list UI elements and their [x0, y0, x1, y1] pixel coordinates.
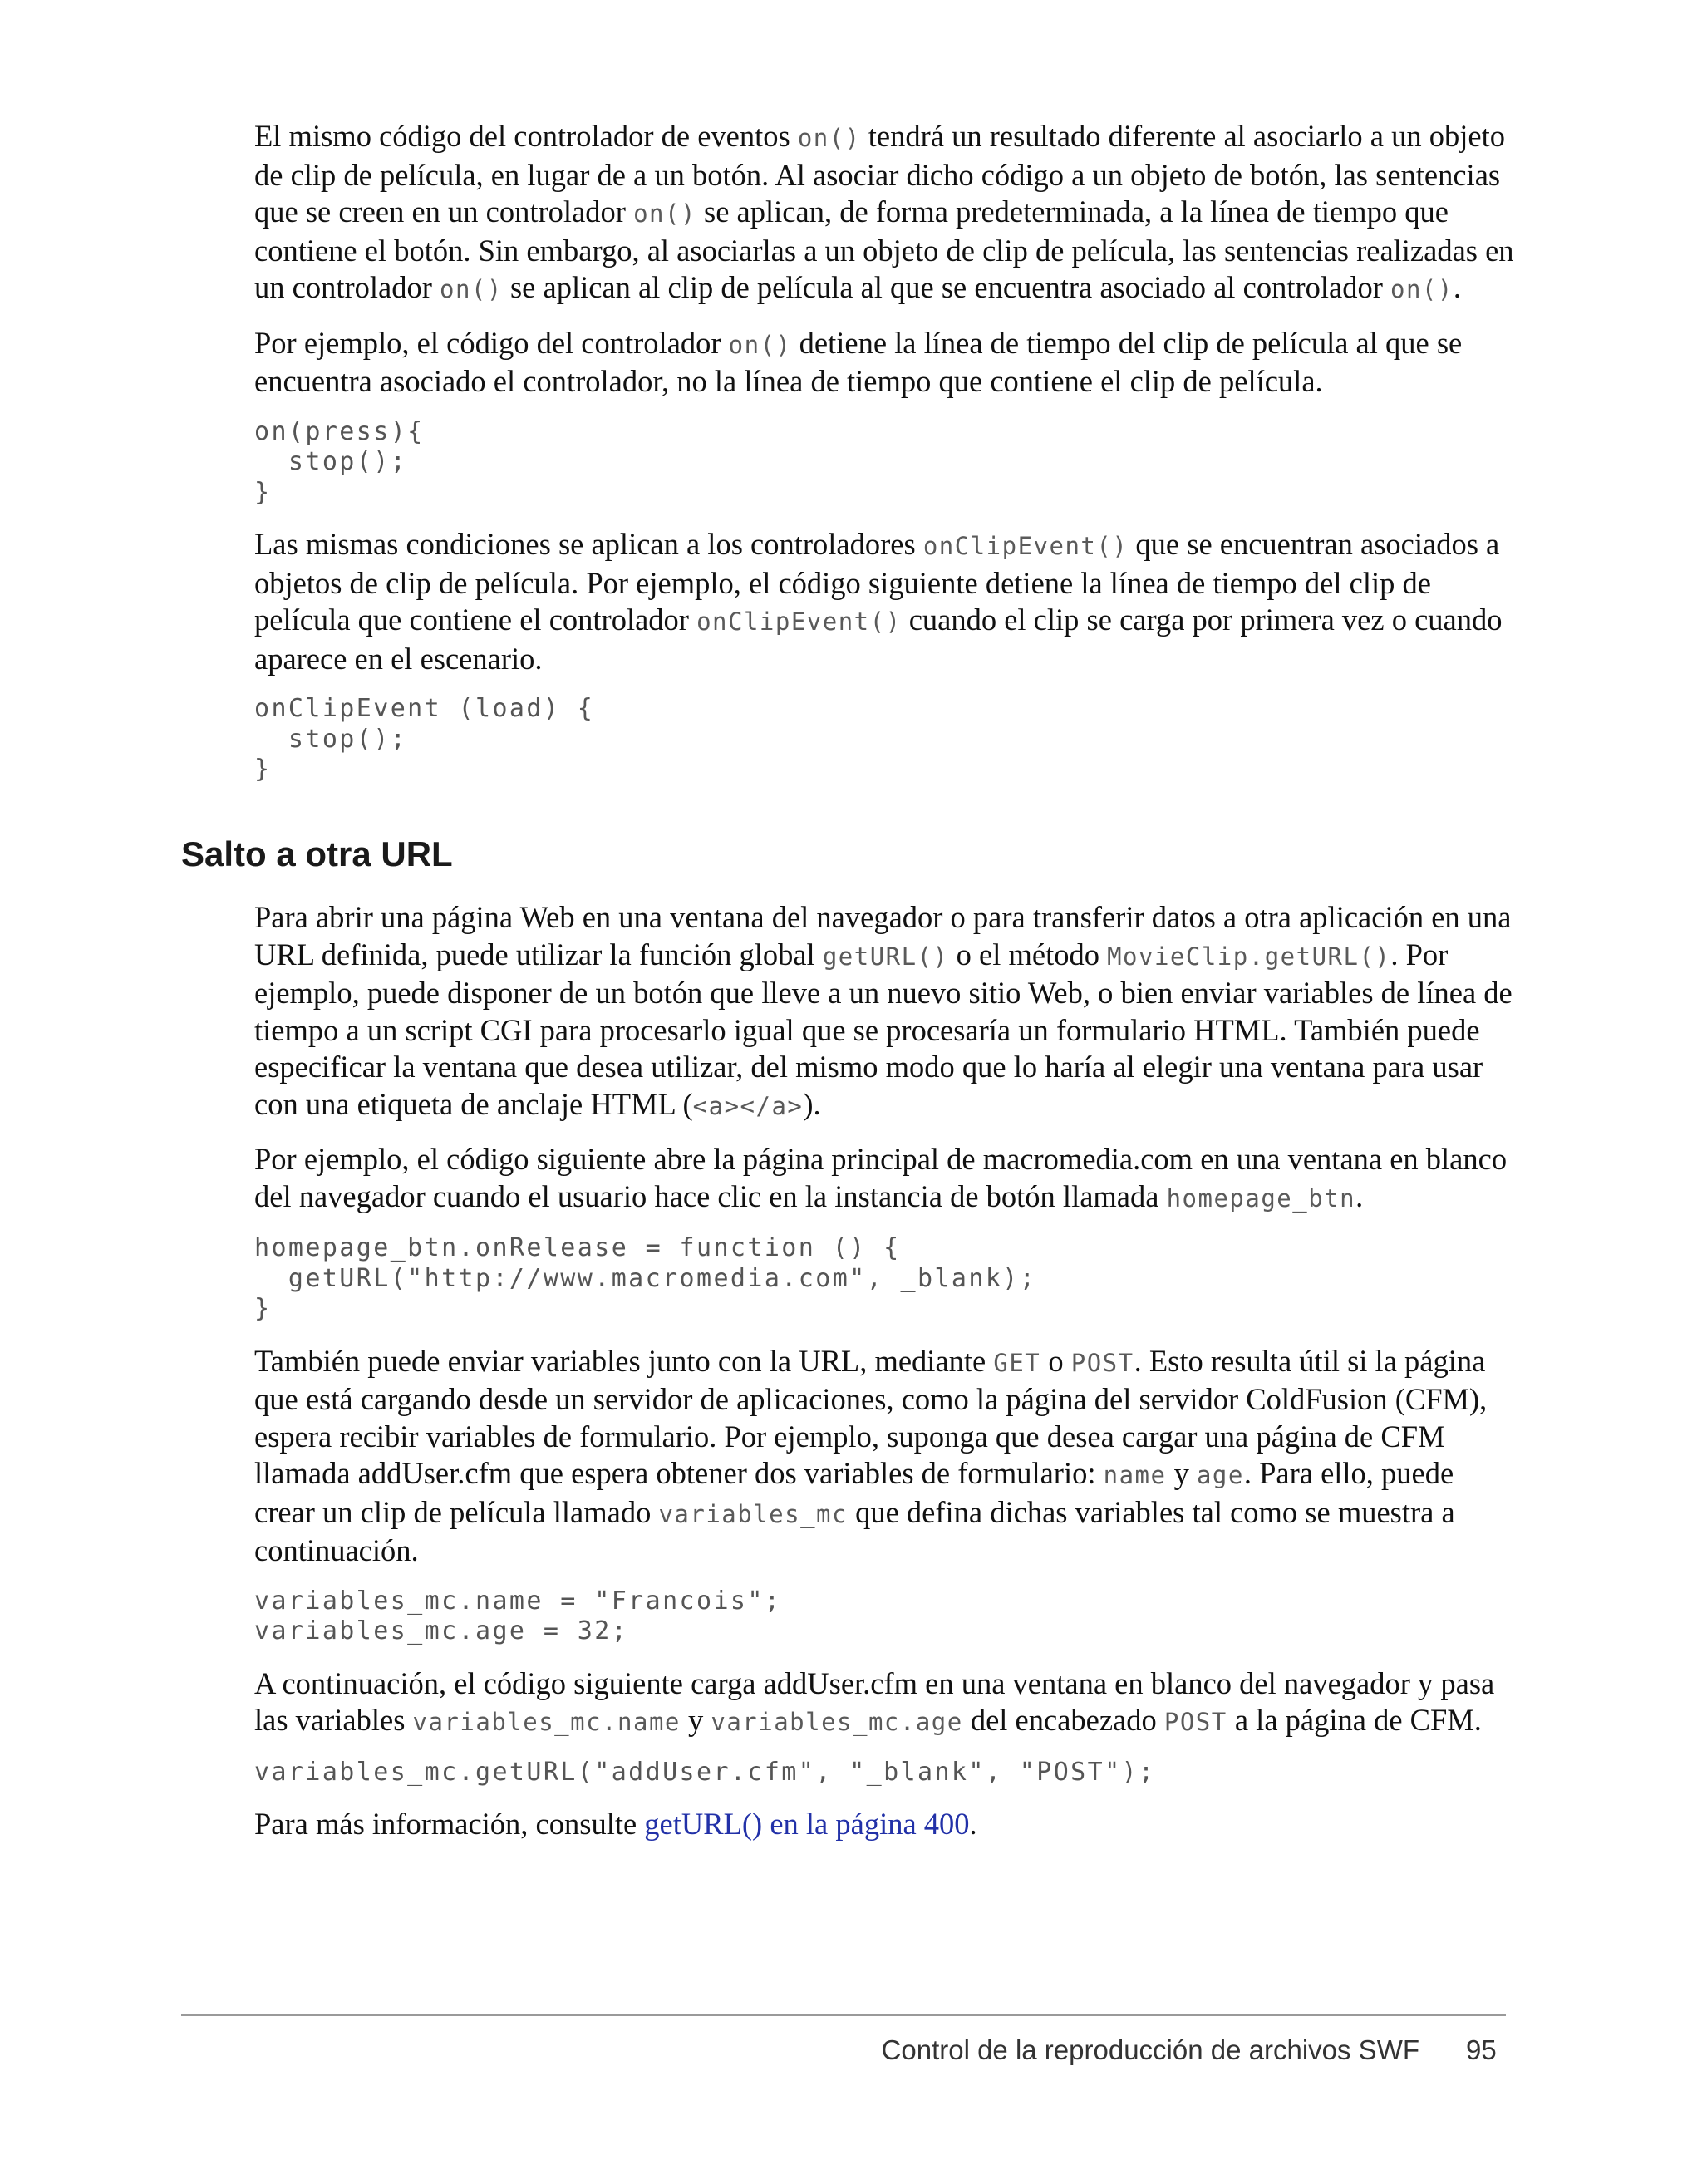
inline-code: name — [1103, 1461, 1167, 1489]
paragraph: Para abrir una página Web en una ventana del navegador o para transferir datos a otra aplicación en una URL definida, puede utilizar la función global getURL() o el método MovieClip.getURL(). Por ejemplo, puede disponer de un botón que lleve a un nuevo sitio Web, o bien enviar variables de línea de tiempo a un script CGI para procesarlo igual que se procesaría un formulario HTML. También puede especificar la ventana que desea utilizar, del mismo modo que lo haría al elegir una ventana para usar con una etiqueta de anclaje HTML (<a></a>). — [254, 900, 1513, 1121]
inline-code: age — [1196, 1461, 1244, 1489]
footer-chapter-title: Control de la reproducción de archivos SWF — [881, 2034, 1419, 2065]
paragraph: Por ejemplo, el código siguiente abre la página principal de macromedia.com en una ventana en blanco del navegador cuando el usuario hace clic en la instancia de botón llamada homepage_btn. — [254, 1142, 1508, 1213]
inline-code: on() — [633, 199, 696, 228]
inline-code: onClipEvent() — [696, 607, 902, 636]
inline-code: GET — [993, 1348, 1041, 1377]
section-salto-url — [254, 899, 1518, 1860]
inline-code: MovieClip.getURL() — [1107, 942, 1391, 971]
page-number: 95 — [1466, 2034, 1497, 2065]
paragraph: También puede enviar variables junto con la URL, mediante GET o POST. Esto resulta útil si la página que está cargando desde un servidor de aplicaciones, como la página del servidor ColdFusion (CFM), espera recibir variables de formulario. Por ejemplo, suponga que desea cargar una página de CFM llamada addUser.cfm que espera obtener dos variables de formulario: name y age. Para ello, puede crear un clip de película llamado variables_mc que defina dichas variables tal como se muestra a continuación. — [254, 1343, 1488, 1567]
footer-divider — [181, 2014, 1506, 2016]
paragraph: El mismo código del controlador de eventos on() tendrá un resultado diferente al asociarlo a un objeto de clip de película, en lugar de a un botón. Al asociar dicho código a un objeto de botón, las sentencias que se creen en un controlador on() se aplican, de forma predeterminada, a la línea de tiempo que contiene el botón. Sin embargo, al asociarlas a un objeto de clip de película, las sentencias realizadas en un controlador on() se aplican al clip de película al que se encuentra asociado al controlador on(). — [254, 119, 1514, 304]
paragraph: Para más información, consulte getURL() en la página 400. — [254, 1807, 977, 1841]
inline-code: getURL() — [822, 942, 949, 971]
paragraph: A continuación, el código siguiente carga addUser.cfm en una ventana en blanco del navegador y pasa las variables variables_mc.name y variables_mc.age del encabezado POST a la página de CFM. — [254, 1665, 1495, 1737]
inline-code: onClipEvent() — [922, 532, 1129, 560]
inline-code: variables_mc.age — [711, 1708, 963, 1736]
cross-reference-link[interactable]: getURL() en la página 400 — [644, 1807, 970, 1841]
inline-code: <a></a> — [692, 1091, 804, 1120]
inline-code: homepage_btn — [1166, 1183, 1356, 1213]
code-block: onClipEvent (load) { stop(); } — [254, 694, 595, 784]
inline-code: POST — [1070, 1348, 1134, 1377]
inline-code: variables_mc.name — [412, 1708, 681, 1736]
inline-code: variables_mc — [658, 1499, 848, 1528]
inline-code: on() — [440, 275, 503, 303]
inline-code: on() — [728, 330, 792, 359]
section-heading: Salto a otra URL — [181, 834, 453, 873]
inline-code: on() — [1390, 275, 1454, 303]
code-block: on(press){ stop(); } — [254, 416, 425, 507]
code-block: variables_mc.getURL("addUser.cfm", "_blank", "POST"); — [254, 1757, 1156, 1787]
inline-code: on() — [797, 124, 861, 152]
inline-code: POST — [1163, 1708, 1227, 1736]
paragraph: Por ejemplo, el código del controlador on() detiene la línea de tiempo del clip de película al que se encuentra asociado el controlador, no la línea de tiempo que contiene el clip de película. — [254, 325, 1463, 398]
paragraph: Las mismas condiciones se aplican a los controladores onClipEvent() que se encuentran asociados a objetos de clip de película. Por ejemplo, el código siguiente detiene la línea de tiempo del clip de película que contiene el controlador onClipEvent() cuando el clip se carga por primera vez o cuando aparece en el escenario. — [254, 527, 1503, 676]
section-intro — [254, 118, 1518, 804]
code-block: variables_mc.name = "Francois"; variables_mc.age = 32; — [254, 1586, 782, 1645]
code-block: homepage_btn.onRelease = function () { getURL("http://www.macromedia.com", _blank); } — [254, 1233, 1037, 1323]
